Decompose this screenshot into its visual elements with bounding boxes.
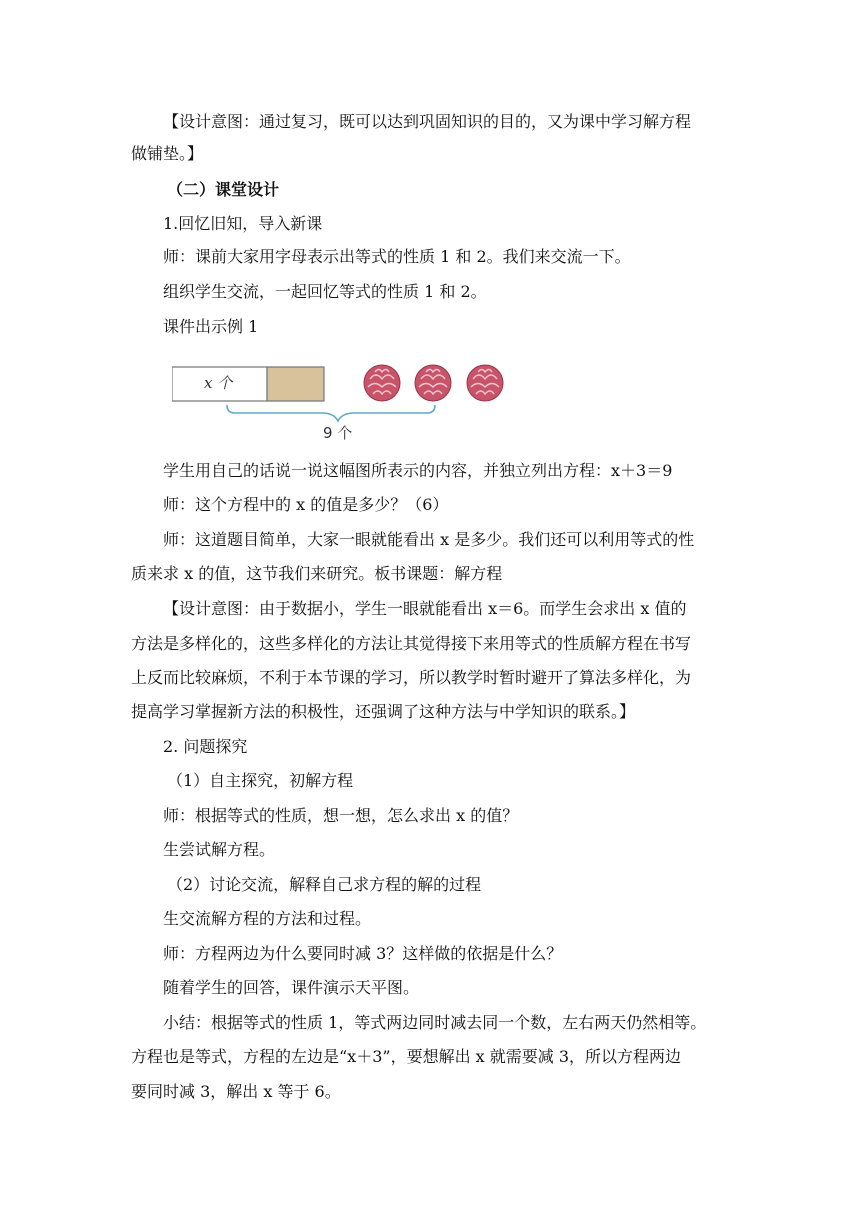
paragraph-line: 随着学生的回答，课件演示天平图。 — [163, 978, 420, 997]
ball — [467, 365, 503, 401]
paragraph-line: 学生用自己的话说一说这幅图所表示的内容，并独立列出方程：x＋3＝9 — [163, 461, 673, 480]
paragraph-line: 组织学生交流，一起回忆等式的性质 1 和 2。 — [163, 282, 487, 301]
brace-label: 9 个 — [323, 424, 353, 442]
paragraph-line: 课件出示例 1 — [163, 317, 259, 336]
paragraph-line: 方法是多样化的，这些多样化的方法让其觉得接下来用等式的性质解方程在书写 — [131, 634, 692, 653]
paragraph-line: 生尝试解方程。 — [163, 840, 276, 859]
paragraph-line: 做铺垫。】 — [131, 144, 204, 163]
paragraph-line: 上反而比较麻烦，不利于本节课的学习，所以教学时暂时避开了算法多样化，为 — [131, 668, 692, 687]
ball — [415, 365, 451, 401]
paragraph-line: 方程也是等式，方程的左边是“x＋3”，要想解出 x 就需要减 3，所以方程两边 — [131, 1047, 682, 1066]
paragraph-line: 师：方程两边为什么要同时减 3？这样做的依据是什么？ — [163, 944, 563, 963]
paragraph-line: 生交流解方程的方法和过程。 — [163, 909, 372, 928]
ball — [364, 365, 400, 401]
paragraph-line: 要同时减 3，解出 x 等于 6。 — [131, 1082, 341, 1101]
box-label: x 个 — [204, 374, 233, 392]
paragraph-line: 师：这个方程中的 x 的值是多少？（6） — [163, 495, 449, 514]
summary-line: 小结：根据等式的性质 1，等式两边同时减去同一个数，左右两天仍然相等。 — [163, 1013, 707, 1032]
subsection-heading: （2）讨论交流，解释自己求方程的解的过程 — [167, 875, 482, 894]
design-intent-line: 【设计意图：由于数据小，学生一眼就能看出 x＝6。而学生会求出 x 值的 — [163, 599, 687, 618]
subsection-heading: 1.回忆旧知，导入新课 — [163, 214, 323, 233]
paragraph-line: 师：课前大家用字母表示出等式的性质 1 和 2。我们来交流一下。 — [163, 247, 631, 266]
paragraph-line: 提高学习掌握新方法的积极性，还强调了这种方法与中学知识的联系。】 — [131, 702, 636, 721]
paragraph-line: 质来求 x 的值，这节我们来研究。板书课题：解方程 — [131, 564, 503, 583]
subsection-heading: 2. 问题探究 — [163, 737, 248, 756]
box-side — [267, 367, 324, 401]
brace — [227, 405, 435, 421]
subsection-heading: （1）自主探究，初解方程 — [167, 771, 354, 790]
section-heading: （二）课堂设计 — [167, 180, 280, 199]
paragraph-line: 师：根据等式的性质，想一想，怎么求出 x 的值？ — [163, 806, 519, 825]
design-intent-line: 【设计意图：通过复习，既可以达到巩固知识的目的，又为课中学习解方程 — [163, 112, 692, 131]
paragraph-line: 师：这道题目简单，大家一眼就能看出 x 是多少。我们还可以利用等式的性 — [163, 530, 695, 549]
